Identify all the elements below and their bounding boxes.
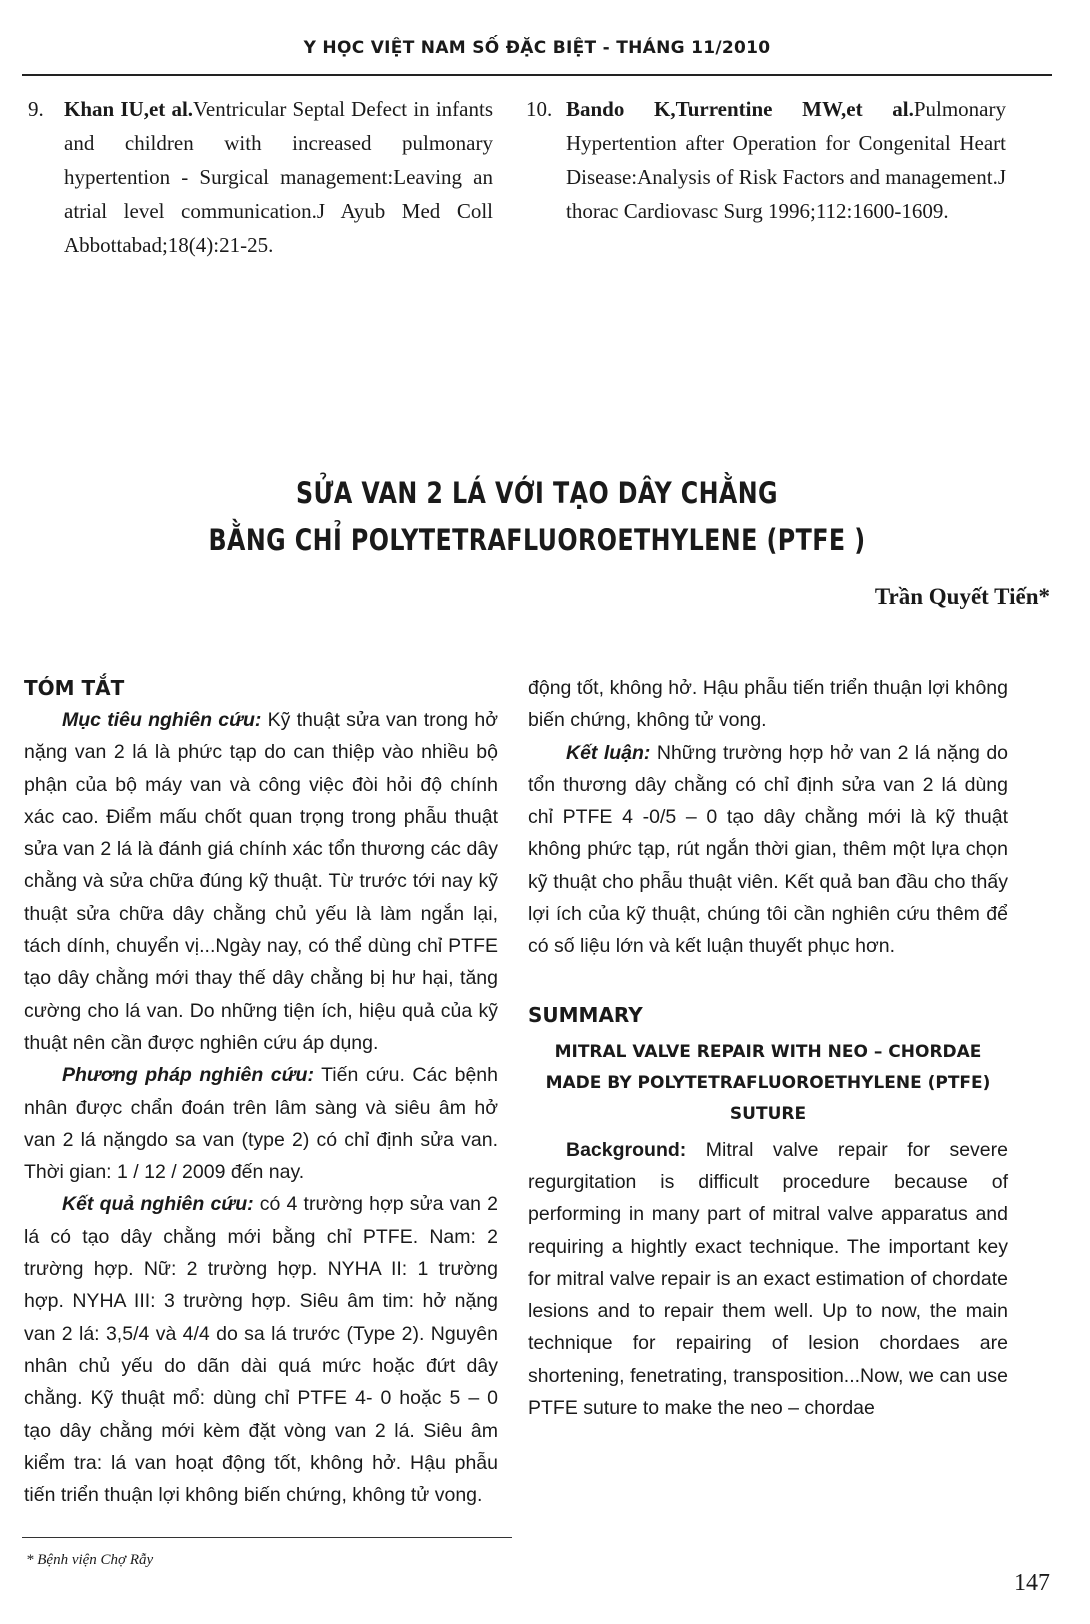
article-title [116,470,957,564]
reference-text: Pulmonary Hypertention after Operation for Congenital Heart Disease:Analysis of Risk Factors and management.J thorac Cardiovasc Surg 1996;112:1600-1609. [566,97,1006,223]
reference-authors: Khan IU,et al. [64,97,194,121]
abstract-heading: TÓM TẮT [24,676,125,700]
method-text: Tiến cứu. Các bệnh nhân được chẩn đoán trên lâm sàng và siêu âm hở van 2 lá nặngdo sa van (type 2) có chỉ định sửa van. Thời gian: 1 / 12 / 2009 đến nay. [24,1064,498,1184]
conclusion-text: Những trường hợp hở van 2 lá nặng do tổn thương dây chằng có chỉ định sửa van 2 lá dùng chỉ PTFE 4 -0/5 – 0 tạo dây chằng mới là kỹ thuật không phức tạp, rút ngắn thời gian, thêm một lựa chọn kỹ thuật cho phẫu thuật viên. Kết quả ban đầu cho thấy lợi ích của kỹ thuật, chúng tôi cần nghiên cứu thêm để có số liệu lớn và kết luận thuyết phục hơn. [528,741,1009,958]
paragraph-objective [24,704,498,1059]
left-column [24,672,499,1507]
reference-9 [28,92,493,262]
right-column [528,672,1008,1424]
reference-10 [526,92,1006,228]
method-label: Phương pháp nghiên cứu: [62,1064,314,1087]
title-line-2: BẰNG CHỈ POLYTETRAFLUOROETHYLENE (PTFE ) [208,523,866,557]
paragraph-results [24,1188,499,1507]
results-continuation: động tốt, không hở. Hậu phẫu tiến triển thuận lợi không biến chứng, không tử vong. [528,677,1008,732]
reference-number: 10. [526,97,553,121]
paragraph-background [528,1134,1008,1425]
paragraph-method [24,1059,498,1188]
conclusion-label: Kết luận: [566,741,651,764]
reference-text: Ventricular Septal Defect in infants and children with increased pulmonary hypertention - Surgical management:Leaving an atrial level communication.J Ayub Med Coll Abbottabad;18(4):21-25. [64,97,493,257]
reference-number: 9. [28,97,44,121]
paragraph-conclusion [528,737,1008,963]
page-number: 147 [1014,1570,1050,1596]
journal-header: Y HỌC VIỆT NAM SỐ ĐẶC BIỆT - THÁNG 11/2010 [303,38,771,58]
background-label: Background: [566,1138,687,1161]
footnote-rule [22,1537,512,1538]
summary-title: MITRAL VALVE REPAIR WITH NEO – CHORDAE MADE BY POLYTETRAFLUOROETHYLENE (PTFE) SUTURE [545,1041,991,1124]
header-rule [22,74,1052,76]
title-line-1: SỬA VAN 2 LÁ VỚI TẠO DÂY CHẰNG [296,476,778,510]
summary-heading: SUMMARY [528,1002,643,1027]
author-name: Trần Quyết Tiến* [874,584,1050,609]
footnote: * Bệnh viện Chợ Rẫy [26,1552,154,1568]
results-text: có 4 trường hợp sửa van 2 lá có tạo dây chằng mới bằng chỉ PTFE. Nam: 2 trường hợp. Nữ: 2 trường hợp. NYHA II: 1 trường hợp. NYHA III: 3 trường hợp. Siêu âm tim: hở nặng van 2 lá: 3,5/4 và 4/4 do sa lá trước (Type 2). Nguyên nhân chủ yếu do dãn dài quá mức hoặc đứt dây chằng. Kỹ thuật mổ: dùng chỉ PTFE 4- 0 hoặc 5 – 0 tạo dây chằng mới kèm đặt vòng van 2 lá. Siêu âm kiểm tra: lá van hoạt động tốt, không hở. Hậu phẫu tiến triển thuận lợi không biến chứng, không tử vong. [24,1193,499,1507]
results-label: Kết quả nghiên cứu: [62,1193,254,1216]
objective-label: Mục tiêu nghiên cứu: [62,709,262,731]
reference-authors: Bando K,Turrentine MW,et al. [566,97,914,121]
background-text: Mitral valve repair for severe regurgitation is difficult procedure because of performing in many part of mitral valve apparatus and requiring a hightly exact technique. The important key for mitral valve repair is an exact estimation of chordate lesions and to repair them well. Up to now, the main technique for repairing of lesion chordaes are shortening, fenetrating, transposition...Now, we can use PTFE suture to make the neo – chordae [528,1138,1008,1420]
objective-text: Kỹ thuật sửa van trong hở nặng van 2 lá là phức tạp do can thiệp vào nhiều bộ phận của bộ máy van và công việc đòi hỏi độ chính xác cao. Điểm mấu chốt quan trọng trong phẫu thuật sửa van 2 lá là đánh giá chính xác tổn thương các dây chằng và sửa chữa đúng kỹ thuật. Từ trước tới nay kỹ thuật sửa chữa dây chằng chủ yếu là làm ngắn lại, tách dính, chuyển vị...Ngày nay, có thể dùng chỉ PTFE tạo dây chằng mới thay thế dây chằng bị hư hại, tăng cường cho lá van. Do những tiện ích, hiệu quả của kỹ thuật nên cần được nghiên cứu áp dụng. [24,709,498,1054]
